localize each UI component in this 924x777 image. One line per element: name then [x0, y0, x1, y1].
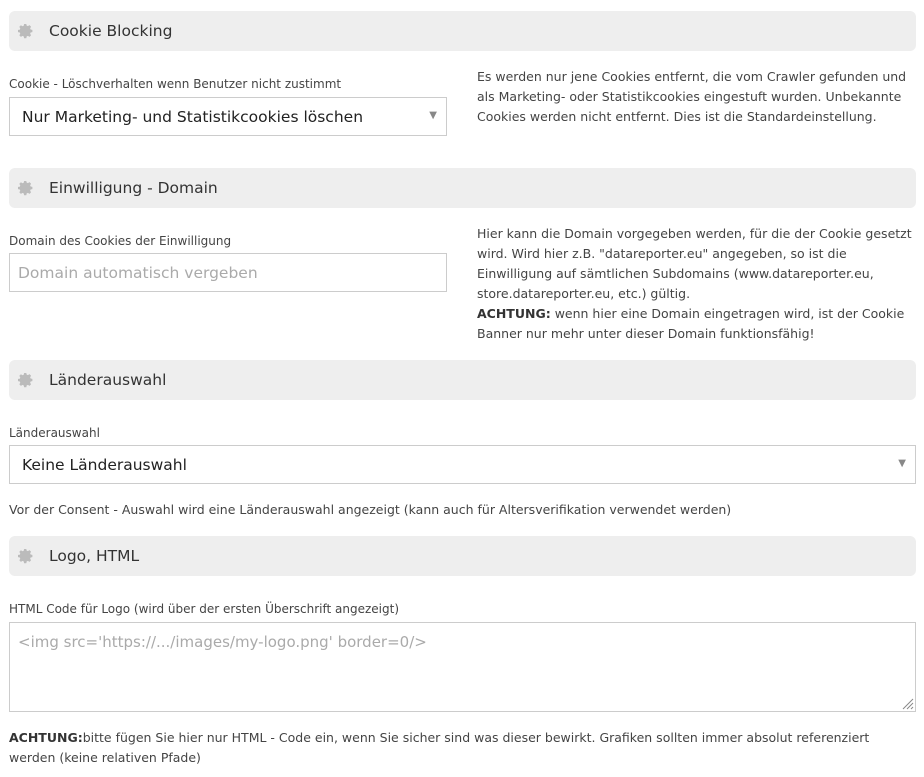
country-select-help: Vor der Consent - Auswahl wird eine Länderauswahl angezeigt (kann auch für Altersverifikation verwendet werden)	[9, 502, 732, 517]
section-header-logo	[9, 536, 916, 576]
section-header-cookie-blocking	[9, 11, 916, 51]
logo-html-help	[9, 728, 909, 768]
chevron-down-icon: ▼	[429, 110, 437, 121]
logo-html-textarea[interactable]	[9, 622, 916, 712]
cookie-delete-select[interactable]	[9, 97, 447, 136]
country-selected-value: Keine Länderauswahl	[22, 455, 187, 474]
logo-warning-prefix: ACHTUNG:	[9, 730, 83, 745]
cookie-delete-label: Cookie - Löschverhalten wenn Benutzer nicht zustimmt	[9, 77, 342, 91]
section-title: Logo, HTML	[49, 547, 140, 565]
gear-icon	[18, 548, 34, 564]
cookie-delete-help: Es werden nur jene Cookies entfernt, die vom Crawler gefunden und als Marketing- oder Statistikcookies eingestuft wurden. Unbekannte Cookies werden nicht entfernt. Dies ist die Standardeinstellung.	[477, 69, 907, 124]
cookie-domain-warning-prefix: ACHTUNG:	[477, 306, 551, 321]
country-select[interactable]	[9, 445, 916, 484]
gear-icon	[18, 23, 34, 39]
cookie-domain-placeholder: Domain automatisch vergeben	[18, 263, 258, 282]
chevron-down-icon: ▼	[898, 458, 906, 469]
cookie-domain-input[interactable]	[9, 253, 447, 292]
section-title: Länderauswahl	[49, 371, 167, 389]
section-title: Einwilligung - Domain	[49, 179, 218, 197]
gear-icon	[18, 372, 34, 388]
gear-icon	[18, 180, 34, 196]
logo-warning-text: bitte fügen Sie hier nur HTML - Code ein, wenn Sie sicher sind was dieser bewirkt. Grafiken sollten immer absolut referenziert werden (keine relativen Pfade)	[9, 730, 870, 765]
logo-html-placeholder: <img src='https://.../images/my-logo.png' border=0/>	[18, 633, 427, 651]
resize-grip-icon[interactable]	[900, 696, 914, 710]
cookie-delete-selected-value: Nur Marketing- und Statistikcookies löschen	[22, 107, 364, 126]
cookie-domain-help-text: Hier kann die Domain vorgegeben werden, für die der Cookie gesetzt wird. Wird hier z.B. "datareporter.eu" angegeben, so ist die Einwilligung auf sämtlichen Subdomains (www.datareporter.eu, store.datareporter.eu, etc.) gültig.	[477, 226, 912, 301]
cookie-domain-help	[477, 224, 917, 344]
section-header-einwilligung	[9, 168, 916, 208]
cookie-domain-warning-text: wenn hier eine Domain eingetragen wird, ist der Cookie Banner nur mehr unter dieser Domain funktionsfähig!	[477, 306, 905, 341]
cookie-domain-label: Domain des Cookies der Einwilligung	[9, 234, 232, 248]
logo-html-label: HTML Code für Logo (wird über der ersten Überschrift angezeigt)	[9, 602, 400, 616]
section-header-laenderauswahl	[9, 360, 916, 400]
country-select-label: Länderauswahl	[9, 426, 100, 440]
section-title: Cookie Blocking	[49, 22, 173, 40]
